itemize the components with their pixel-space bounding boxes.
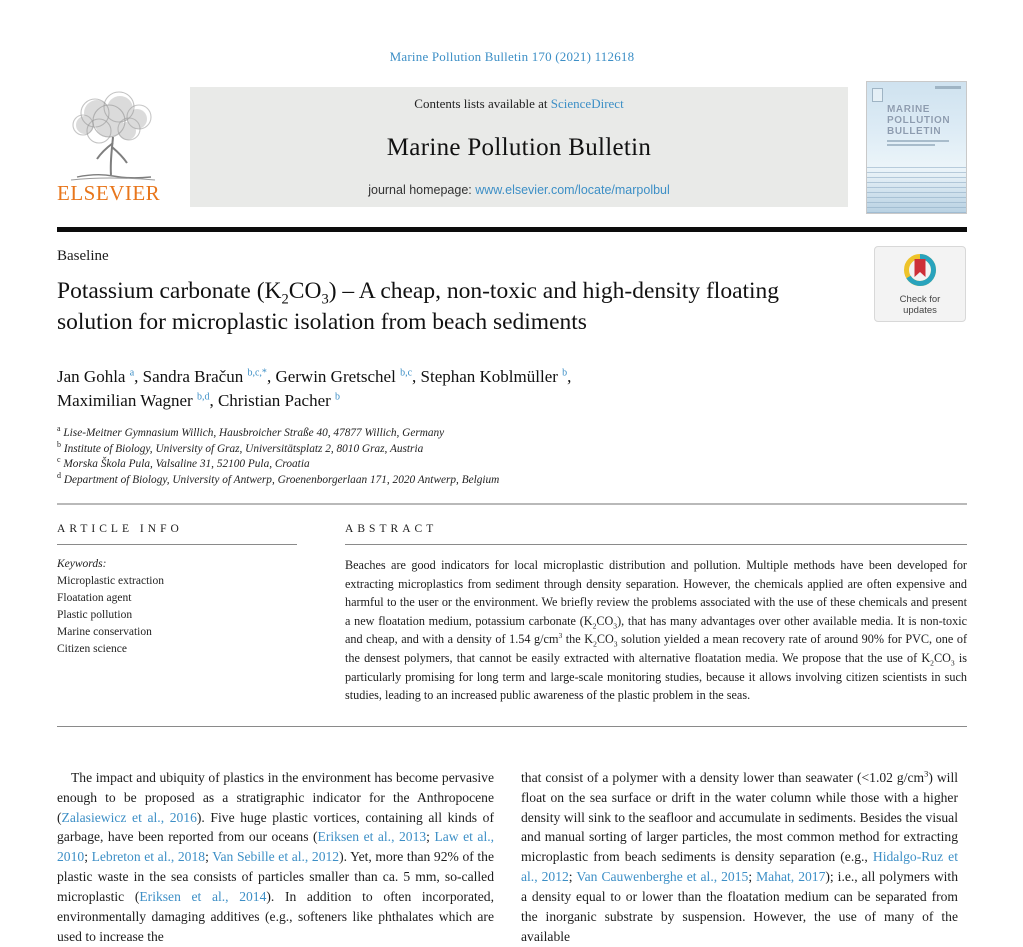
abstract-bottom-rule bbox=[57, 726, 967, 727]
citation-link[interactable]: Van Sebille et al., 2012 bbox=[212, 849, 340, 865]
text-segment: ; bbox=[426, 829, 435, 845]
text-segment: that consist of a polymer with a density lower than seawater (<1.02 g/cm bbox=[521, 769, 925, 785]
article-info-heading: ARTICLE INFO bbox=[57, 523, 183, 535]
text-segment: Beaches are good indicators for local microplastic distribution and pollution. Multiple methods have been developed for extracting microplastics from sediment through density separation. However, the chemicals applied are often expensive and harmful to the user or the environment. We briefly review the problems associated with the use of these chemicals and present a new floatation medium, potassium carbonate (K bbox=[345, 558, 967, 628]
keyword-item: Plastic pollution bbox=[57, 609, 133, 621]
text-segment: The impact and ubiquity of plastics in the environment has become pervasive enough to be proposed as a stratigraphic indicator for the Anthropocene ( bbox=[57, 769, 494, 825]
journal-cover-thumbnail[interactable] bbox=[866, 81, 967, 214]
text-segment: CO bbox=[933, 650, 951, 665]
keywords-list bbox=[57, 573, 297, 658]
text-segment: CO bbox=[288, 278, 322, 304]
keyword-item: Microplastic extraction bbox=[57, 575, 164, 587]
affiliation-row: $^a$ Lise-Meitner Gymnasium Willich, Hausbroicher Straße 40, 47877 Willich, Germany bbox=[57, 424, 445, 439]
elsevier-logo[interactable] bbox=[57, 87, 187, 207]
affiliation-ref-link[interactable]: b,c,* bbox=[247, 367, 267, 379]
cover-title bbox=[887, 104, 950, 137]
text-segment: , Gerwin Gretschel bbox=[266, 367, 401, 386]
check-for-updates-badge[interactable] bbox=[874, 246, 966, 322]
citation-link[interactable]: Eriksen et al., 2013 bbox=[317, 829, 427, 845]
info-abstract-section bbox=[57, 505, 967, 705]
body-column-right bbox=[521, 768, 958, 947]
keyword-item: Citizen science bbox=[57, 643, 127, 655]
article-head bbox=[57, 248, 967, 488]
abstract-text bbox=[345, 556, 967, 705]
text-segment: ), that has many advantages over other available media. It is non-toxic and cheap, and with a density of 1.54 g/cm bbox=[345, 613, 967, 647]
text-segment: ) will float on the sea surface or drift in the water column while those with a higher density will sink to the seafloor and accumulate in sediments. Besides the visual and manual sorting of larger particles, the most common method for extracting microplastic from beach sediments is density separation (e.g., bbox=[521, 769, 958, 865]
citation-link[interactable]: Eriksen et al., 2014 bbox=[139, 889, 267, 905]
journal-banner bbox=[190, 87, 848, 207]
text-segment: 3 bbox=[613, 639, 618, 649]
text-segment: ). Five huge plastic vortices, containing all kinds of garbage, have been reported from our oceans ( bbox=[57, 809, 494, 845]
text-segment: Maximilian Wagner bbox=[57, 391, 197, 410]
article-info-column bbox=[57, 505, 297, 705]
journal-masthead bbox=[57, 87, 967, 214]
text-segment: ). In addition to often incorporated, environmentally damaging additives (e.g., softeners like phthalates which are used to increase the bbox=[57, 889, 494, 944]
citation-link[interactable]: Law et al., 2010 bbox=[57, 829, 495, 865]
citation-link[interactable]: Hidalgo-Ruz et al., 2012 bbox=[521, 849, 958, 885]
text-segment: , Sandra Bračun bbox=[134, 367, 248, 386]
citation-link[interactable]: Lebreton et al., 2018 bbox=[91, 849, 206, 865]
body-paragraph bbox=[57, 768, 494, 947]
text-segment: Jan Gohla bbox=[57, 367, 130, 386]
contents-prefix: Contents lists available at bbox=[414, 96, 551, 111]
body-column-left bbox=[57, 768, 494, 947]
contents-line bbox=[200, 96, 838, 112]
text-segment: 2 bbox=[930, 658, 934, 668]
affiliation-list bbox=[57, 426, 967, 488]
citation-link[interactable]: Van Cauwenberghe et al., 2015 bbox=[576, 869, 749, 885]
affiliation-ref-link[interactable]: a bbox=[129, 367, 135, 379]
check-badge-label: Check for updates bbox=[899, 294, 941, 316]
text-segment: ; bbox=[568, 869, 577, 885]
cover-waves-art bbox=[867, 167, 966, 213]
text-segment: ); i.e., all polymers with a density equal to or lower than the floatation medium can be separated from the inorganic substrate by suspension. However, the use of many of the available bbox=[521, 869, 958, 944]
text-segment: , bbox=[567, 367, 572, 386]
author-list bbox=[57, 365, 797, 413]
affiliation-row: $^b$ Institute of Biology, University of Graz, Universitätsplatz 2, 8010 Graz, Austria bbox=[57, 439, 424, 455]
affiliation-ref-link[interactable]: b,d bbox=[196, 391, 210, 403]
text-segment: ; bbox=[205, 849, 213, 865]
text-segment: CO bbox=[596, 632, 614, 647]
cover-issn-text bbox=[935, 86, 961, 89]
affiliation-ref-link[interactable]: b,c bbox=[400, 367, 413, 379]
cover-title-line: BULLETIN bbox=[887, 126, 942, 137]
text-segment: , Stephan Koblmüller bbox=[412, 367, 563, 386]
cover-title-line: MARINE bbox=[887, 104, 931, 115]
affiliation-ref-link[interactable]: b bbox=[562, 367, 568, 379]
cover-title-line: POLLUTION bbox=[887, 115, 951, 126]
abstract-rule bbox=[345, 544, 967, 545]
text-segment: ) – A cheap, non-toxic and high-density floating solution for microplastic isolation from beach sediments bbox=[57, 278, 780, 335]
masthead-divider-bar bbox=[57, 227, 967, 232]
citation-link[interactable]: Mahat, 2017 bbox=[756, 869, 826, 885]
text-segment: CO bbox=[596, 613, 614, 628]
journal-homepage-link[interactable]: www.elsevier.com/locate/marpolbul bbox=[475, 183, 670, 197]
text-segment: 3 bbox=[558, 631, 563, 641]
keyword-item: Marine conservation bbox=[57, 626, 152, 638]
cover-subtitle-lines bbox=[887, 140, 949, 148]
elsevier-wordmark: ELSEVIER bbox=[57, 181, 161, 205]
text-segment: ; bbox=[748, 869, 757, 885]
text-segment: 3 bbox=[950, 658, 955, 668]
text-segment: ). Yet, more than 92% of the plastic waste in the sea consists of particles smaller than ca. 5 mm, so-called microplastic ( bbox=[57, 849, 494, 905]
article-section-label: Baseline bbox=[57, 248, 109, 264]
body-paragraph bbox=[521, 768, 958, 947]
cover-mini-logo bbox=[872, 88, 883, 102]
abstract-column bbox=[345, 505, 967, 705]
crossmark-icon bbox=[903, 253, 937, 292]
article-body bbox=[57, 768, 967, 947]
homepage-line bbox=[200, 183, 838, 197]
text-segment: , Christian Pacher bbox=[209, 391, 336, 410]
citation-link[interactable]: Zalasiewicz et al., 2016 bbox=[61, 809, 197, 825]
affiliation-ref-link[interactable]: b bbox=[335, 391, 341, 403]
text-segment: Potassium carbonate (K bbox=[57, 278, 282, 304]
affiliation-row: $^d$ Department of Biology, University of Antwerp, Groenenborgerlaan 171, 2020 Antwerp, Belgium bbox=[57, 470, 500, 486]
running-head-citation: Marine Pollution Bulletin 170 (2021) 112618 bbox=[389, 49, 635, 64]
text-segment: 3 bbox=[924, 768, 929, 779]
elsevier-tree-icon bbox=[57, 87, 187, 183]
text-segment: 2 bbox=[281, 291, 289, 308]
text-segment: is particularly promising for long term and large-scale monitoring studies, because it allows involving citizen scientists in such studies, leading to an increased public awareness of the plastic problem in the seas. bbox=[345, 650, 967, 703]
text-segment: 3 bbox=[321, 291, 329, 308]
affiliation-row: $^c$ Morska Škola Pula, Valsaline 31, 52100 Pula, Croatia bbox=[57, 455, 310, 470]
abstract-heading: ABSTRACT bbox=[345, 523, 438, 535]
text-segment: 3 bbox=[613, 621, 618, 631]
journal-title: Marine Pollution Bulletin bbox=[386, 133, 652, 161]
text-segment: solution yielded a mean recovery rate of around 90% for PVC, one of the densest polymers, that cannot be easily extracted with alternative floatation media. We propose that the use of K bbox=[345, 632, 968, 665]
text-segment: 2 bbox=[593, 639, 597, 649]
keyword-item: Floatation agent bbox=[57, 592, 132, 604]
homepage-prefix: journal homepage: bbox=[368, 183, 476, 197]
text-segment: 2 bbox=[592, 621, 597, 631]
text-segment: ; bbox=[84, 849, 92, 865]
sciencedirect-link[interactable]: ScienceDirect bbox=[550, 96, 624, 111]
article-info-rule bbox=[57, 544, 297, 545]
paper-title bbox=[57, 276, 847, 338]
keywords-block bbox=[57, 556, 297, 658]
keywords-label: Keywords: bbox=[57, 558, 107, 570]
text-segment: the K bbox=[562, 632, 594, 647]
